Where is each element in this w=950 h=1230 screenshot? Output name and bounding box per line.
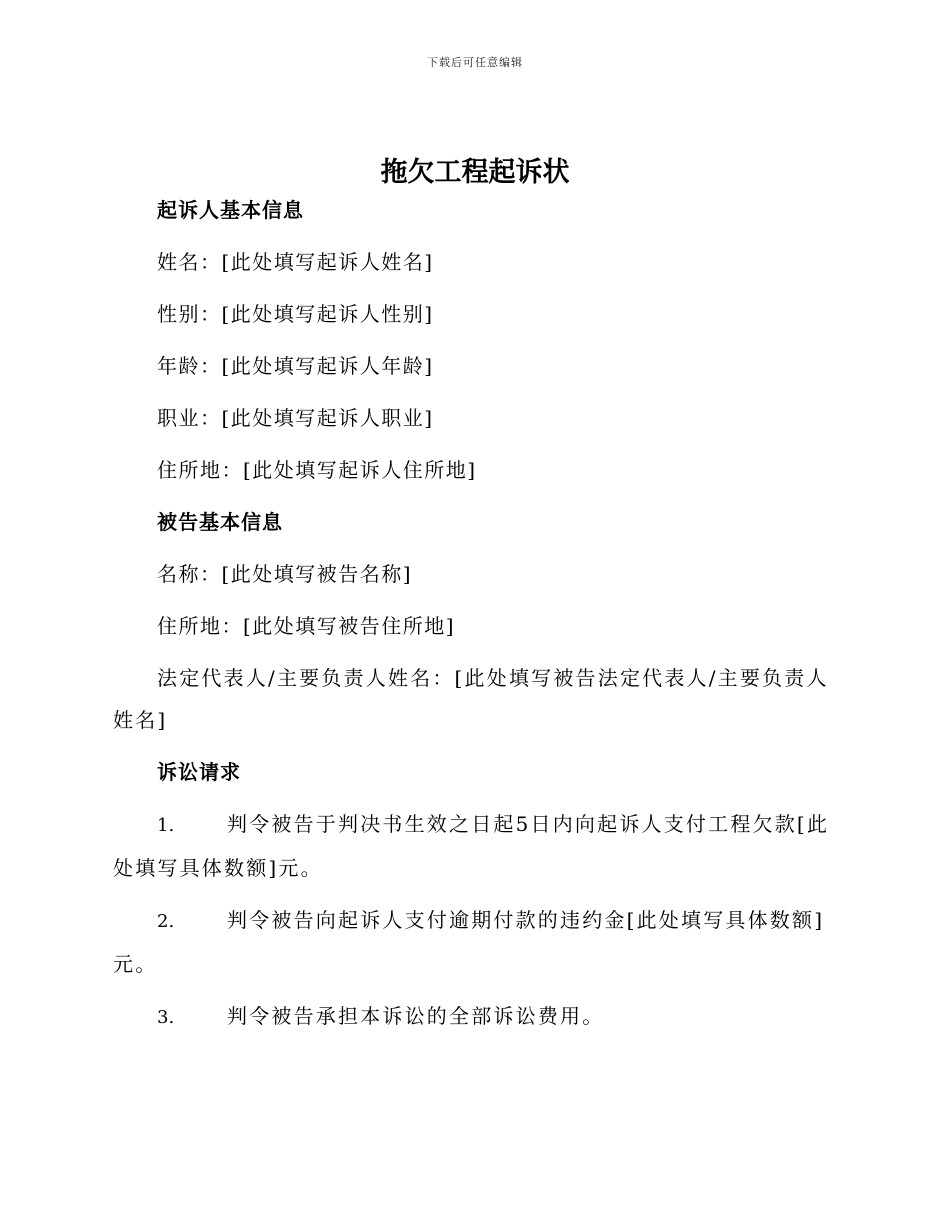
defendant-name-field: 名称：[此处填写被告名称]	[157, 562, 413, 586]
defendant-legal-rep-field: 法定代表人/主要负责人姓名：[此处填写被告法定代表人/主要负责人姓名]	[113, 666, 829, 732]
defendant-residence-field: 住所地：[此处填写被告住所地]	[157, 614, 456, 638]
plaintiff-section-heading: 起诉人基本信息	[157, 198, 304, 222]
claim-number: 2.	[157, 911, 175, 932]
claims-section-heading: 诉讼请求	[157, 760, 241, 784]
claim-text: 判令被告承担本诉讼的全部诉讼费用。	[227, 1004, 605, 1028]
claim-item-3	[113, 995, 837, 1039]
defendant-section-heading: 被告基本信息	[157, 510, 283, 534]
claim-number: 1.	[157, 815, 175, 836]
claim-text: 判令被告于判决书生效之日起5日内向起诉人支付工程欠款[此处填写具体数额]元。	[113, 812, 830, 880]
page-header-note: 下载后可任意编辑	[427, 56, 523, 69]
claim-item-2	[113, 899, 837, 985]
plaintiff-gender-field: 性别：[此处填写起诉人性别]	[157, 302, 434, 326]
document-body	[113, 184, 837, 1049]
plaintiff-name-field: 姓名：[此处填写起诉人姓名]	[157, 250, 434, 274]
claim-text: 判令被告向起诉人支付逾期付款的违约金[此处填写具体数额]元。	[113, 908, 825, 976]
document-title: 拖欠工程起诉状	[380, 157, 570, 188]
plaintiff-residence-field: 住所地：[此处填写起诉人住所地]	[157, 458, 477, 482]
claim-number: 3.	[157, 1007, 175, 1028]
plaintiff-occupation-field: 职业：[此处填写起诉人职业]	[157, 406, 434, 430]
plaintiff-age-field: 年龄：[此处填写起诉人年龄]	[157, 354, 434, 378]
claim-item-1	[113, 803, 837, 889]
